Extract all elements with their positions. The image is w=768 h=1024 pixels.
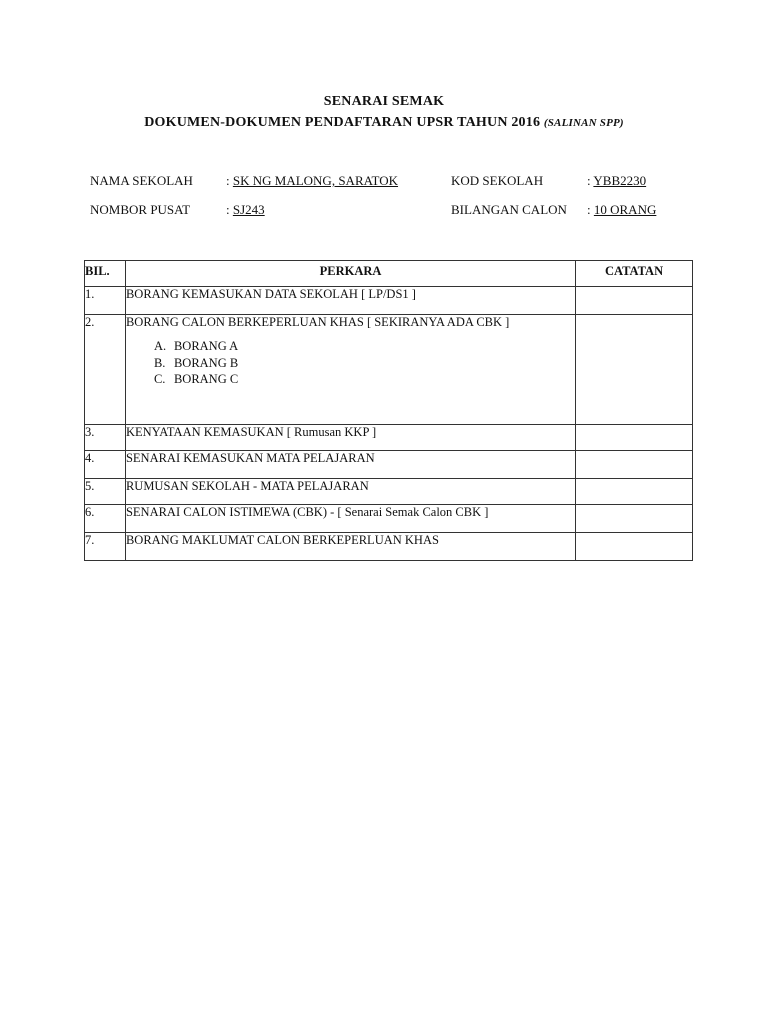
kod-sekolah-value: YBB2230 [593, 173, 647, 188]
row-note [576, 315, 693, 425]
row-item: BORANG KEMASUKAN DATA SEKOLAH [ LP/DS1 ] [125, 287, 575, 315]
nombor-pusat-value: SJ243 [232, 202, 265, 217]
row-item: RUMUSAN SEKOLAH - MATA PELAJARAN [125, 479, 575, 505]
sub-list-text: BORANG C [173, 372, 239, 386]
row-number: 3. [85, 425, 126, 451]
checklist-table [84, 260, 693, 561]
header-bil: BIL. [85, 261, 126, 287]
sub-list-item [126, 355, 575, 372]
nama-sekolah-value: SK NG MALONG, SARATOK [232, 173, 399, 188]
bilangan-calon-label: BILANGAN CALON [451, 202, 567, 217]
sub-list-item [126, 371, 575, 388]
sub-list-text: BORANG B [173, 355, 239, 370]
row-item: BORANG CALON BERKEPERLUAN KHAS [ SEKIRANYA ADA CBK ] [125, 315, 510, 329]
row-number: 6. [85, 505, 126, 533]
row-note [576, 533, 693, 561]
bilangan-calon-colon: : [587, 202, 594, 217]
subtitle-main: DOKUMEN-DOKUMEN PENDAFTARAN UPSR TAHUN 2016 [144, 115, 541, 130]
row-number: 5. [85, 479, 126, 505]
nama-sekolah-field [226, 173, 398, 189]
bilangan-calon-field [587, 202, 656, 218]
subtitle-note: (SALINAN SPP) [543, 117, 624, 129]
table-row [85, 425, 693, 451]
row-item: SENARAI CALON ISTIMEWA (CBK) - [ Senarai Semak Calon CBK ] [125, 505, 575, 533]
sub-list-item [126, 338, 575, 355]
header-perkara: PERKARA [125, 261, 575, 287]
row-item: KENYATAAN KEMASUKAN [ Rumusan KKP ] [125, 425, 575, 451]
nama-sekolah-colon: : [226, 173, 233, 188]
row-item: SENARAI KEMASUKAN MATA PELAJARAN [125, 451, 575, 479]
kod-sekolah-label: KOD SEKOLAH [451, 173, 544, 188]
table-row [85, 315, 693, 425]
nama-sekolah-label: NAMA SEKOLAH [90, 173, 193, 188]
kod-sekolah-colon: : [587, 173, 594, 188]
nombor-pusat-field [226, 202, 265, 218]
table-row [85, 451, 693, 479]
row-number: 7. [85, 533, 126, 561]
bilangan-calon-value: 10 ORANG [593, 202, 657, 217]
row-number: 4. [85, 451, 126, 479]
nombor-pusat-colon: : [226, 202, 233, 217]
row-note [576, 505, 693, 533]
document-title: SENARAI SEMAK [323, 94, 445, 109]
table-row [85, 479, 693, 505]
sub-list-marker: C. [153, 372, 166, 386]
sub-list-marker: B. [153, 355, 166, 370]
sub-list-text: BORANG A [173, 339, 239, 353]
document-subtitle [0, 115, 768, 131]
row-item: BORANG MAKLUMAT CALON BERKEPERLUAN KHAS [125, 533, 575, 561]
table-row [85, 505, 693, 533]
row-note [576, 451, 693, 479]
row-note [576, 287, 693, 315]
row-number: 1. [85, 287, 126, 315]
kod-sekolah-field [587, 173, 646, 189]
sub-list-marker: A. [153, 339, 167, 353]
header-catatan: CATATAN [576, 261, 693, 287]
nombor-pusat-label: NOMBOR PUSAT [90, 202, 191, 217]
row-note [576, 425, 693, 451]
table-header-row [85, 261, 693, 287]
row-item-with-sublist [125, 315, 575, 425]
table-row [85, 533, 693, 561]
row-number: 2. [85, 315, 126, 425]
sub-list [126, 338, 575, 388]
row-note [576, 479, 693, 505]
table-row [85, 287, 693, 315]
